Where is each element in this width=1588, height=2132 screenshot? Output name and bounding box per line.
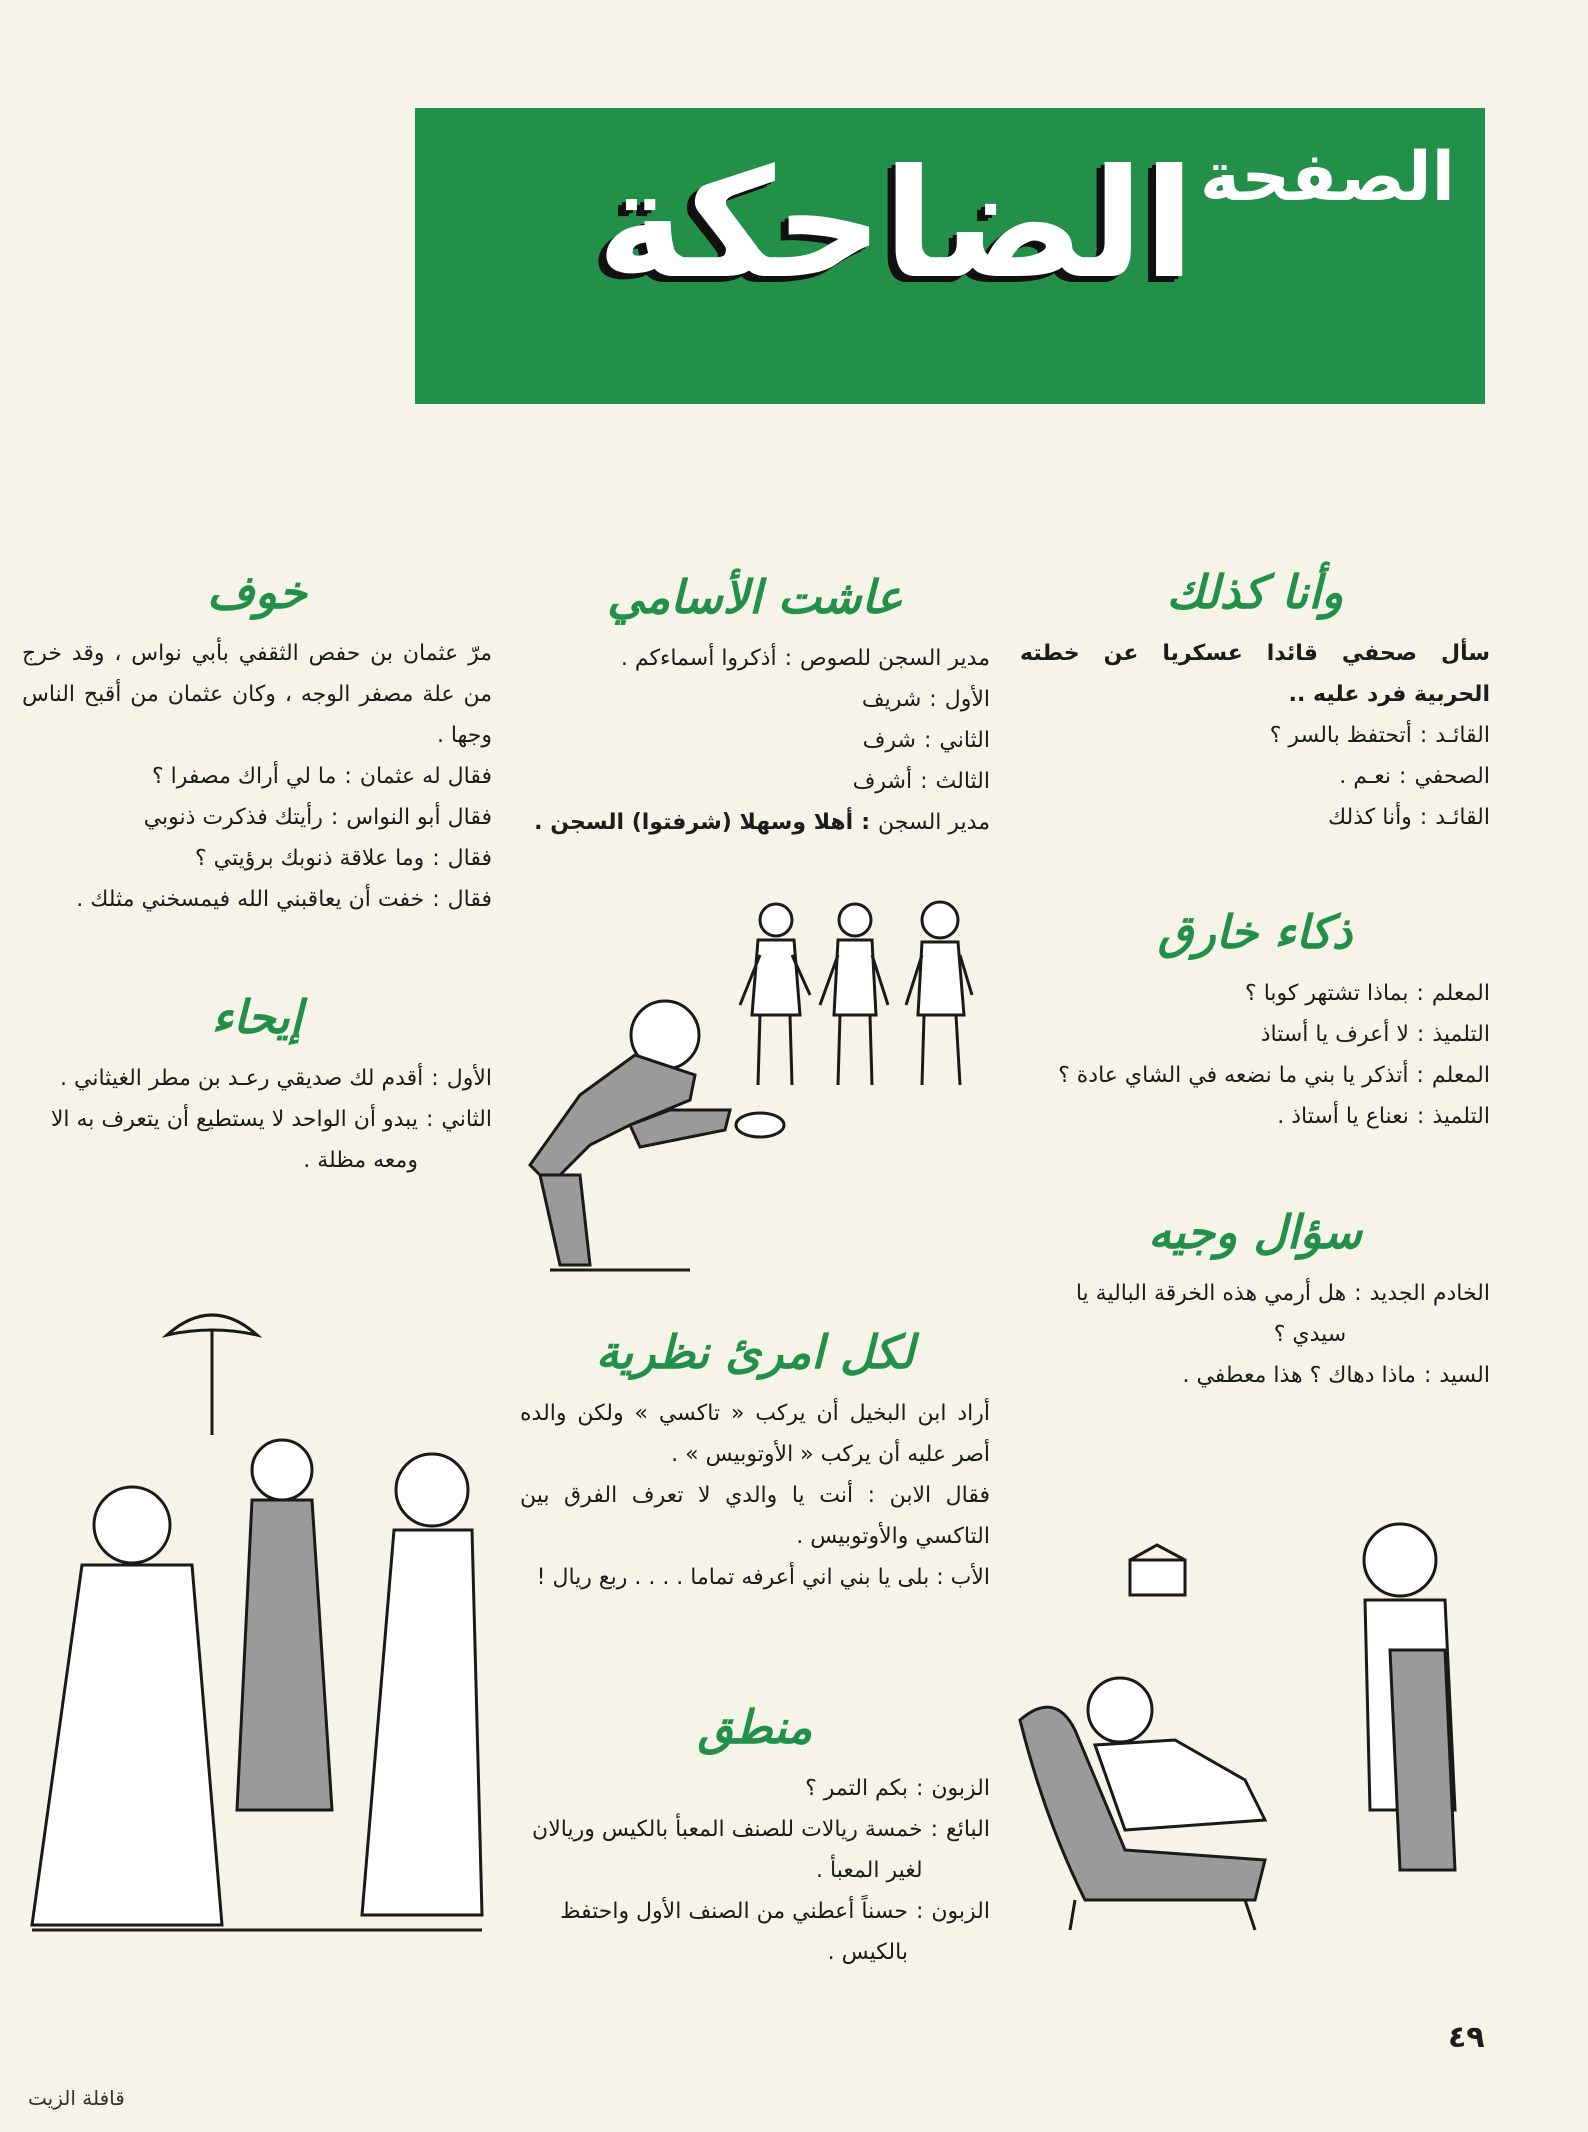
dialogue-line: الزبون : حسناً أعطني من الصنف الأول واحتفظ بالكيس .	[520, 1891, 990, 1973]
line-text: أهلا وسهلا (شرفتوا) السجن .	[534, 810, 854, 835]
paragraph: فقال الابن : أنت يا والدي لا تعرف الفرق بين التاكسي والأوتوبيس .	[520, 1483, 990, 1549]
dialogue-line: التلميذ : نعناع يا أستاذ .	[1020, 1096, 1490, 1137]
speaker: الأول	[446, 1066, 492, 1091]
dialogue-line: مدير السجن : أهلا وسهلا (شرفتوا) السجن .	[520, 802, 990, 843]
armchair-cartoon-illustration	[1015, 1490, 1485, 1950]
line-text: رأيتك فذكرت ذنوبي	[143, 805, 323, 830]
line-text: خفت أن يعاقبني الله فيمسخني مثلك .	[76, 887, 425, 912]
line-text: وأنا كذلك	[1327, 805, 1412, 830]
speaker: فقال له عثمان	[359, 764, 492, 789]
speaker: فقال	[447, 846, 492, 871]
dialogue	[22, 756, 492, 920]
line-text: بكم التمر ؟	[805, 1776, 908, 1801]
line-text: حسناً أعطني من الصنف الأول واحتفظ بالكيس .	[560, 1899, 908, 1965]
section-dhaka	[1020, 905, 1490, 1137]
line-text: بماذا تشتهر كوبا ؟	[1245, 981, 1409, 1006]
dialogue-line: الزبون : بكم التمر ؟	[520, 1768, 990, 1809]
line-text: أقدم لك صديقي رعـد بن مطر الغيثاني .	[60, 1066, 424, 1091]
paragraph: الأب : بلى يا بني اني أعرفه تماما . . . . ربع ريال !	[536, 1565, 990, 1590]
section-title: عاشت الأسامي	[607, 570, 903, 624]
line-text: خمسة ريالات للصنف المعبأ بالكيس وريالان لغير المعبأ .	[532, 1817, 923, 1883]
dialogue	[22, 1058, 492, 1181]
footer-publication: قافلة الزيت	[28, 2086, 125, 2110]
section-mantiq	[520, 1700, 990, 1973]
thief-figure	[820, 904, 888, 1085]
paragraph: أراد ابن البخيل أن يركب « تاكسي » ولكن والده أصر عليه أن يركب « الأوتوبيس » .	[520, 1401, 990, 1467]
section-ana	[1020, 565, 1490, 838]
section-title: ذكاء خارق	[1157, 905, 1353, 959]
section-intro: سأل صحفي قائدا عسكريا عن خطته الحربية فرد عليه ..	[1020, 641, 1490, 707]
speaker: الثاني	[939, 728, 990, 753]
thief-figure	[906, 902, 972, 1085]
line-text: هل أرمي هذه الخرقة البالية يا سيدي ؟	[1075, 1281, 1347, 1347]
dialogue-line: فقال له عثمان : ما لي أراك مصفرا ؟	[22, 756, 492, 797]
dialogue	[1020, 715, 1490, 838]
speaker: فقال	[447, 887, 492, 912]
section-asami	[520, 570, 990, 843]
dialogue	[520, 1768, 990, 1973]
paragraph: مرّ عثمان بن حفص الثقفي بأبي نواس ، وقد خرج من علة مصفر الوجه ، وكان عثمان من أقبح الناس وجها .	[22, 641, 492, 748]
dialogue-line: السيد : ماذا دهاك ؟ هذا معطفي .	[1020, 1355, 1490, 1396]
speaker: البائع	[946, 1817, 990, 1842]
line-text: نعناع يا أستاذ .	[1277, 1104, 1409, 1129]
speaker: الثالث	[935, 769, 990, 794]
line-text: أتحتفظ بالسر ؟	[1269, 723, 1412, 748]
speaker: التلميذ	[1432, 1022, 1490, 1047]
line-text: أشرف	[852, 769, 913, 794]
line-text: وما علاقة ذنوبك برؤيتي ؟	[194, 846, 425, 871]
dialogue-line: القائـد : أتحتفظ بالسر ؟	[1020, 715, 1490, 756]
section-title: منطق	[697, 1700, 813, 1754]
section-sual	[1020, 1205, 1490, 1396]
line-text: أذكروا أسماءكم .	[620, 646, 777, 671]
section-title: خوف	[207, 565, 307, 619]
prison-cartoon-illustration	[520, 885, 1000, 1305]
line-text: ما لي أراك مصفرا ؟	[152, 764, 337, 789]
speaker: السيد	[1439, 1363, 1490, 1388]
speaker: الثاني	[441, 1107, 492, 1132]
dialogue-line: المعلم : بماذا تشتهر كوبا ؟	[1020, 973, 1490, 1014]
speaker: المعلم	[1431, 1063, 1490, 1088]
line-text: ماذا دهاك ؟ هذا معطفي .	[1182, 1363, 1416, 1388]
speaker: القائـد	[1435, 723, 1490, 748]
line-text: يبدو أن الواحد لا يستطيع أن يتعرف به الا ومعه مظلة .	[50, 1107, 418, 1173]
dialogue-line: فقال : خفت أن يعاقبني الله فيمسخني مثلك .	[22, 879, 492, 920]
section-ihaa	[22, 990, 492, 1181]
speaker: المعلم	[1431, 981, 1490, 1006]
speaker: الزبون	[931, 1776, 990, 1801]
section-title: سؤال وجيه	[1148, 1205, 1362, 1259]
speaker: الأول	[944, 687, 990, 712]
banner-title-small: الصفحة	[1199, 138, 1455, 217]
speaker: القائـد	[1435, 805, 1490, 830]
header-banner	[415, 108, 1485, 404]
speaker: التلميذ	[1432, 1104, 1490, 1129]
line-text: نعـم .	[1339, 764, 1392, 789]
dialogue-line: الثالث : أشرف	[520, 761, 990, 802]
dialogue-line: البائع : خمسة ريالات للصنف المعبأ بالكيس وريالان لغير المعبأ .	[520, 1809, 990, 1891]
section-title: إيحاء	[211, 990, 303, 1044]
section-khawf	[22, 565, 492, 920]
line-text: لا أعرف يا أستاذ	[1260, 1022, 1409, 1047]
section-title: لكل امرئ نظرية	[595, 1325, 915, 1379]
dialogue-line: المعلم : أتذكر يا بني ما نضعه في الشاي عادة ؟	[1020, 1055, 1490, 1096]
page-title	[597, 138, 1455, 312]
page-number: ٤٩	[1448, 2020, 1485, 2055]
speaker: الخادم الجديد	[1369, 1281, 1490, 1306]
dialogue	[520, 638, 990, 843]
section-nazariya	[520, 1325, 990, 1598]
dialogue-line: القائـد : وأنا كذلك	[1020, 797, 1490, 838]
dialogue-line: الأول : شريف	[520, 679, 990, 720]
umbrella-cartoon-illustration	[22, 1305, 492, 1945]
wall-picture-icon	[1130, 1560, 1185, 1595]
dialogue	[1020, 1273, 1490, 1396]
dialogue-line: الصحفي : نعـم .	[1020, 756, 1490, 797]
line-text: شريف	[861, 687, 922, 712]
speaker: فقال أبو النواس	[346, 805, 492, 830]
speaker: مدير السجن	[878, 810, 990, 835]
dialogue	[1020, 973, 1490, 1137]
dialogue-line: الخادم الجديد : هل أرمي هذه الخرقة البالية يا سيدي ؟	[1020, 1273, 1490, 1355]
speaker: مدير السجن للصوص	[800, 646, 990, 671]
dialogue-line: فقال : وما علاقة ذنوبك برؤيتي ؟	[22, 838, 492, 879]
dialogue-line: التلميذ : لا أعرف يا أستاذ	[1020, 1014, 1490, 1055]
banner-title-big: الضاحكة	[596, 138, 1195, 312]
dialogue-line: الثاني : شرف	[520, 720, 990, 761]
line-text: شرف	[862, 728, 916, 753]
dialogue-line: الأول : أقدم لك صديقي رعـد بن مطر الغيثاني .	[22, 1058, 492, 1099]
thief-figure	[740, 904, 810, 1085]
prison-director-figure	[530, 1001, 784, 1270]
speaker: الزبون	[931, 1899, 990, 1924]
speaker: الصحفي	[1414, 764, 1490, 789]
line-text: أتذكر يا بني ما نضعه في الشاي عادة ؟	[1058, 1063, 1409, 1088]
dialogue-line: مدير السجن للصوص : أذكروا أسماءكم .	[520, 638, 990, 679]
section-title: وأنا كذلك	[1166, 565, 1344, 619]
dialogue-line: الثاني : يبدو أن الواحد لا يستطيع أن يتعرف به الا ومعه مظلة .	[22, 1099, 492, 1181]
dialogue-line: فقال أبو النواس : رأيتك فذكرت ذنوبي	[22, 797, 492, 838]
